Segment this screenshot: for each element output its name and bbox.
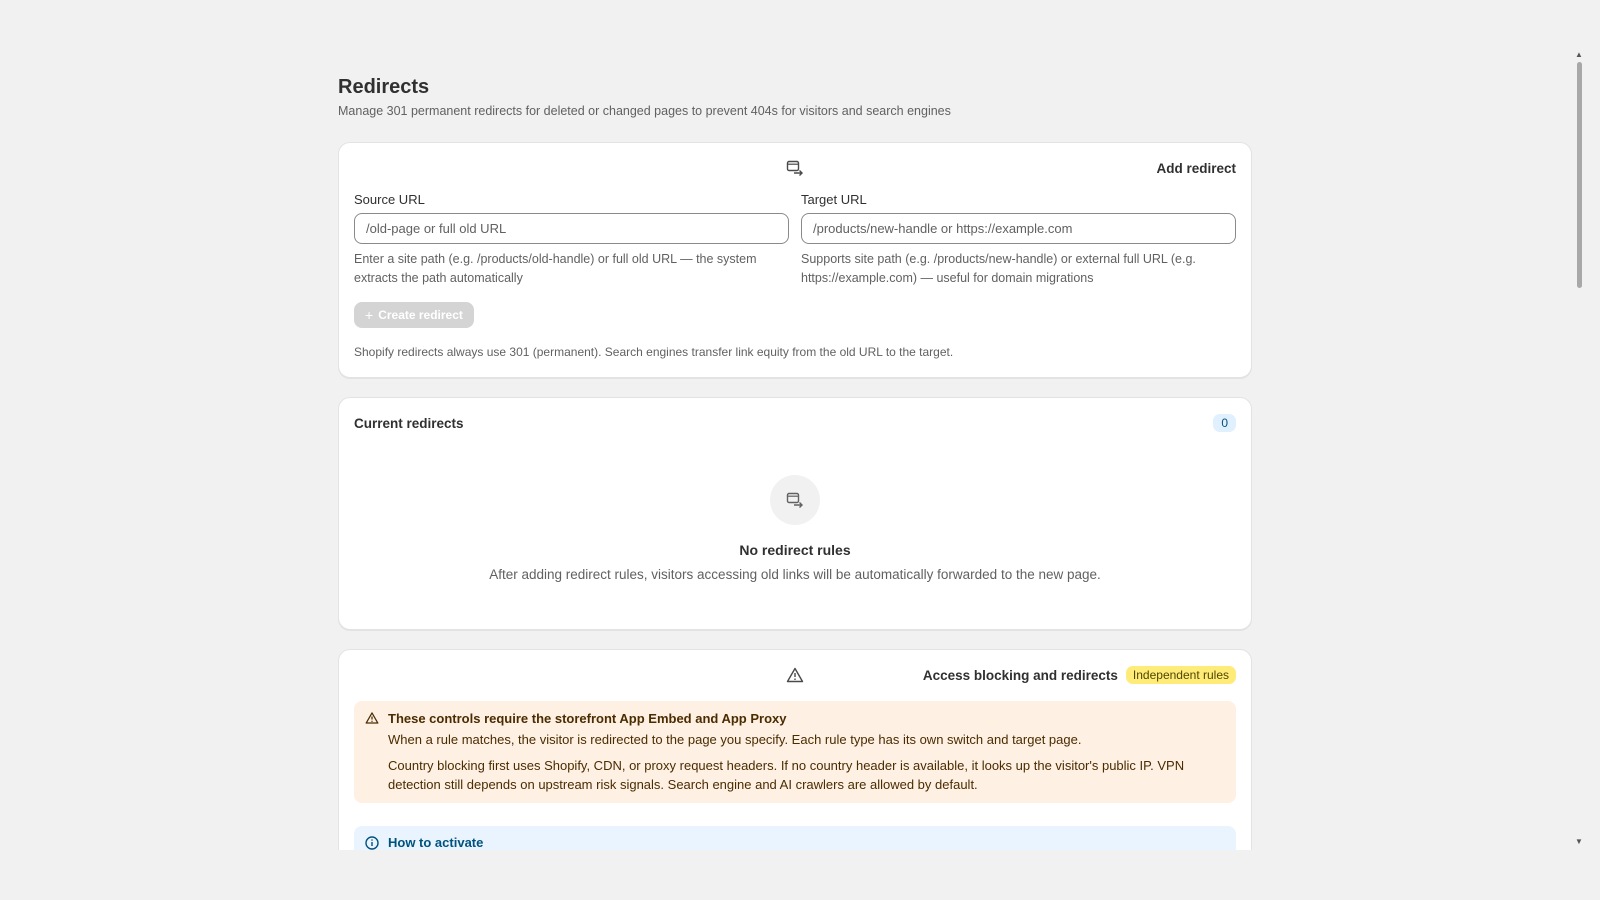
- info-icon: [365, 836, 379, 850]
- warning-icon: [786, 667, 804, 683]
- independent-rules-badge: Independent rules: [1126, 666, 1236, 684]
- vertical-scrollbar[interactable]: [1572, 0, 1586, 850]
- plus-icon: +: [365, 307, 374, 323]
- source-url-field: [354, 191, 789, 288]
- access-blocking-title-group: [923, 666, 1236, 684]
- add-redirect-title: Add redirect: [1156, 160, 1236, 176]
- create-redirect-button[interactable]: [354, 302, 474, 328]
- source-url-label: Source URL: [354, 192, 425, 207]
- page-title: Redirects: [338, 76, 430, 98]
- warning-icon: [365, 711, 379, 725]
- access-blocking-card: [338, 649, 1252, 850]
- create-redirect-label: Create redirect: [378, 308, 463, 322]
- current-redirects-card: [338, 397, 1252, 630]
- scroll-up-arrow-icon[interactable]: ▲: [1575, 50, 1583, 59]
- redirect-icon: [786, 492, 804, 508]
- warning-banner-title: These controls require the storefront App Embed and App Proxy: [388, 711, 787, 726]
- url-fields: [354, 191, 1236, 288]
- current-redirects-title: Current redirects: [354, 415, 464, 431]
- how-to-activate-banner[interactable]: [354, 826, 1236, 850]
- redirect-count-badge: 0: [1213, 414, 1236, 432]
- page-content: [338, 74, 1252, 850]
- target-url-field: [801, 191, 1236, 288]
- warning-banner-text: When a rule matches, the visitor is redirected to the page you specify. Each rule type has its own switch and target page.: [388, 732, 1082, 747]
- source-url-help: Enter a site path (e.g. /products/old-handle) or full old URL — the system extracts the path automatically: [354, 252, 757, 285]
- scrollbar-thumb[interactable]: [1577, 62, 1582, 288]
- redirect-icon: [786, 160, 804, 176]
- warning-banner-text: Country blocking first uses Shopify, CDN, or proxy request headers. If no country header is available, it looks up the visitor's public IP. VPN detection still depends on upstream risk signals. Search engine and AI crawlers are allowed by default.: [388, 758, 1185, 792]
- warning-banner: [354, 701, 1236, 803]
- page-subtitle: Manage 301 permanent redirects for deleted or changed pages to prevent 404s for visitors and search engines: [338, 104, 951, 118]
- access-blocking-header: [354, 665, 1236, 685]
- redirect-note: Shopify redirects always use 301 (permanent). Search engines transfer link equity from the old URL to the target.: [354, 345, 954, 359]
- empty-state-icon: [770, 475, 820, 525]
- scroll-down-arrow-icon[interactable]: ▼: [1575, 837, 1583, 846]
- empty-state: [354, 475, 1236, 582]
- empty-state-text: After adding redirect rules, visitors accessing old links will be automatically forwarded to the new page.: [489, 567, 1101, 582]
- target-url-label: Target URL: [801, 192, 867, 207]
- how-to-activate-title: How to activate: [388, 835, 484, 850]
- source-url-input[interactable]: [354, 213, 789, 244]
- target-url-input[interactable]: [801, 213, 1236, 244]
- empty-state-title: No redirect rules: [739, 542, 851, 558]
- warning-banner-content: [388, 710, 1224, 794]
- current-redirects-header: [354, 413, 1236, 433]
- add-redirect-card: [338, 142, 1252, 378]
- add-redirect-header: [354, 158, 1236, 178]
- target-url-help: Supports site path (e.g. /products/new-handle) or external full URL (e.g. https://example.com) — useful for domain migrations: [801, 252, 1196, 285]
- access-blocking-title: Access blocking and redirects: [922, 667, 1118, 683]
